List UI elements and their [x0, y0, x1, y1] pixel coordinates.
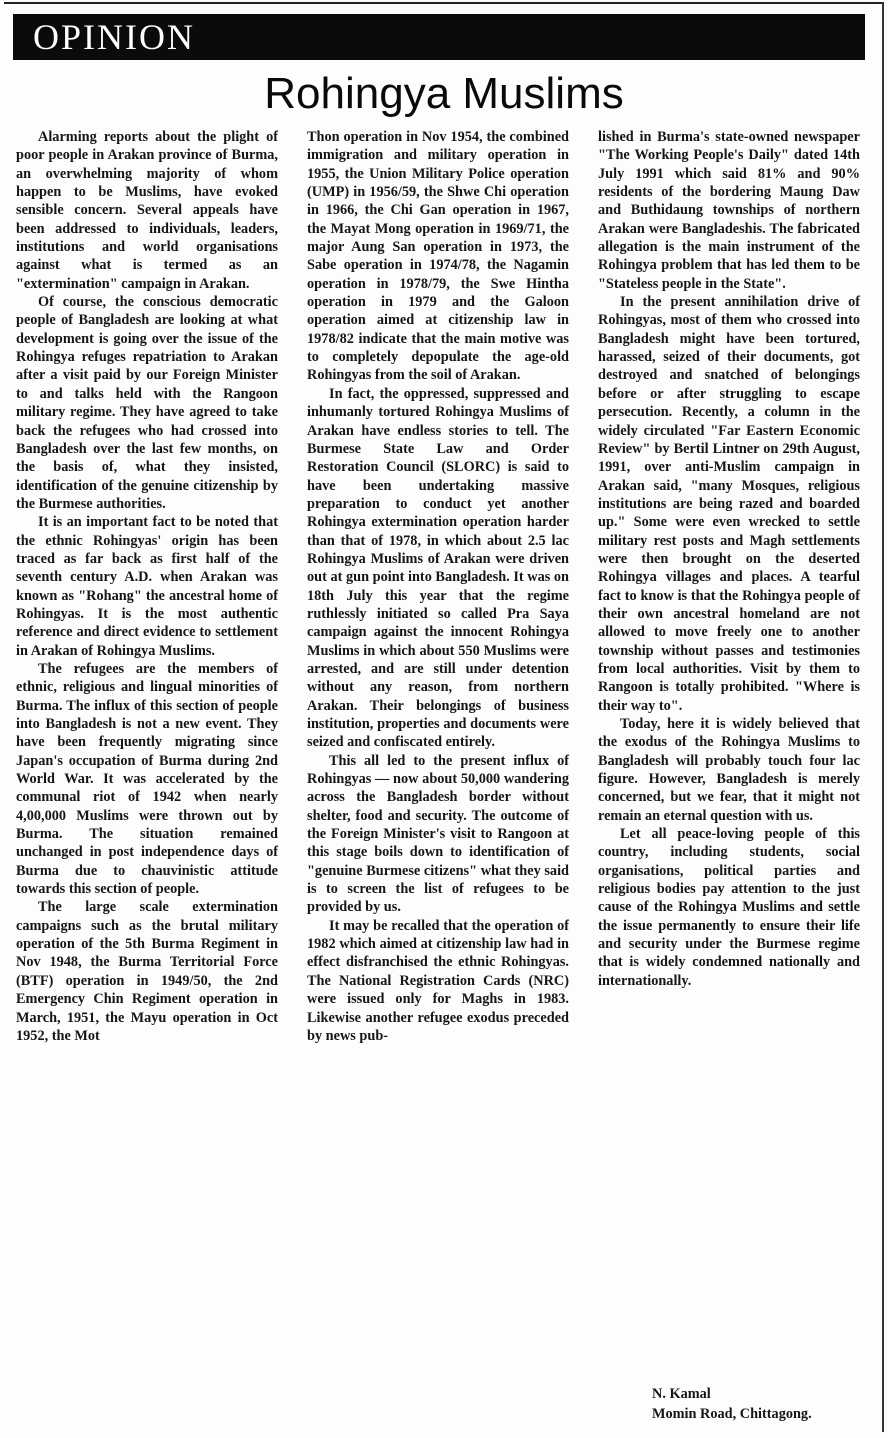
paragraph: Today, here it is widely believed that the exodus of the Rohingya Muslims to Bangladesh will probably touch four lac figure. However, Bangladesh is merely concerned, but we fear, that it might not remain an eternal question with us.: [598, 716, 860, 824]
clipping-top-border: [4, 2, 882, 4]
paragraph: Alarming reports about the plight of poor people in Arakan province of Burma, an overwhelming majority of whom happen to be Muslims, have evoked sensible concern. Several appeals have been addressed to individuals, leaders, institutions and world organisations against what is termed as an "extermination" campaign in Arakan.: [16, 129, 278, 292]
paragraph: In fact, the oppressed, suppressed and inhumanly tortured Rohingya Muslims of Arakan have endless stories to tell. The Burmese State Law and Order Restoration Council (SLORC) is said to have been undertaking massive preparation to conduct yet another Rohingya extermination operation harder than that of 1978, in which about 2.5 lac Rohingya Muslims of Arakan were driven out at gun point into Bangladesh. It was on 18th July this year that the regime ruthlessly initiated so called Pra Saya campaign against the innocent Rohingya Muslims in which about 550 Muslims were arrested, and are still under detention without any reason, from northern Arakan. Their belongings of business institution, properties and documents were seized and confiscated entirely.: [307, 385, 569, 751]
article-column-3: [598, 128, 860, 990]
author-address: Momin Road, Chittagong.: [652, 1406, 812, 1422]
paragraph: The refugees are the members of ethnic, religious and lingual minorities of Burma. The influx of this section of people into Bangladesh is not a new event. They have been frequently migrating since Japan's occupation of Burma during 2nd World War. It was accelerated by the communal riot of 1942 when nearly 4,00,000 Muslims were thrown out by Burma. The situation remained unchanged in post independence days of Burma due to chauvinistic attitude towards this section of people.: [16, 660, 278, 898]
article-column-2: [307, 128, 569, 1045]
section-banner: [13, 14, 865, 60]
section-label: OPINION: [33, 17, 195, 57]
paragraph: This all led to the present influx of Rohingyas — now about 50,000 wandering across the Bangladesh border without shelter, food and security. The outcome of the Foreign Minister's visit to Rangoon at this stage boils down to identification of "genuine Burmese citizens" what they said is to screen the list of refugees to be provided by us.: [307, 752, 569, 916]
paragraph: lished in Burma's state-owned newspaper "The Working People's Daily" dated 14th July 1991 which said 81% and 90% residents of the bordering Maung Daw and Buthidaung townships of northern Arakan were Bangladeshis. The fabricated allegation is the main instrument of the Rohingya problem that has led them to be "Stateless people in the State".: [598, 129, 860, 292]
paragraph: It may be recalled that the operation of 1982 which aimed at citizenship law had in effect disfranchised the ethnic Rohingyas. The National Registration Cards (NRC) were issued only for Maghs in 1983. Likewise another refugee exodus preceded by news pub-: [307, 917, 569, 1044]
clipping-right-border: [882, 2, 884, 1432]
paragraph: In the present annihilation drive of Rohingyas, most of them who crossed into Bangladesh might have been tortured, harassed, seized of their documents, got destroyed and snatched of belongings before or after struggling to escape persecution. Recently, a column in the widely circulated "Far Eastern Economic Review" by Bertil Lintner on 29th August, 1991, over anti-Muslim campaign in Arakan said, "many Mosques, religious institutions are being razed and boarded up." Some were even wrecked to settle military rest posts and Magh settlements were then brought on the deserted Rohingya villages and places. A tearful fact to know is that the Rohingya people of their own ancestral homeland are not allowed to move freely one to another township without passes and testimonies from local authorities. Visit by them to Rangoon is totally prohibited. "Where is their way to".: [598, 294, 860, 714]
author-signature: [652, 1384, 812, 1424]
article-column-1: [16, 128, 278, 1045]
paragraph: The large scale extermination campaigns such as the brutal military operation of the 5th Burma Regiment in Nov 1948, the Burma Territorial Force (BTF) operation in 1949/50, the 2nd Emergency Chin Regiment operation in March, 1951, the Mayu operation in Oct 1952, the Mot: [16, 899, 278, 1044]
paragraph: Of course, the conscious democratic people of Bangladesh are looking at what development is going over the issue of the Rohingya refuges repatriation to Arakan after a visit paid by our Foreign Minister to and talks held with the Rangoon military regime. They have agreed to take back the refugees who had crossed into Bangladesh over the last few months, on the basis of, what they insisted, identification of the genuine citizenship by the Burmese authorities.: [16, 294, 278, 512]
paragraph: It is an important fact to be noted that the ethnic Rohingyas' origin has been traced as far back as first half of the seventh century A.D. when Arakan was known as "Rohang" the ancestral home of Rohingyas. It is the most authentic reference and direct evidence to settlement in Arakan of Rohingya Muslims.: [16, 514, 278, 659]
author-name: N. Kamal: [652, 1386, 711, 1402]
paragraph: Thon operation in Nov 1954, the combined immigration and military operation in 1955, the Union Military Police operation (UMP) in 1956/59, the Shwe Chi operation in 1966, the Chi Gan operation in 1967, the Mayat Mong operation in 1969/71, the major Aung San operation in 1973, the Sabe operation in 1974/78, the Nagamin operation in 1978/79, the Swe Hintha operation in 1979 and the Galoon operation aimed at citizenship law in 1978/82 indicate that the main motive was to completely depopulate the age-old Rohingyas from the soil of Arakan.: [307, 129, 569, 384]
article-headline: Rohingya Muslims: [264, 69, 624, 118]
paragraph: Let all peace-loving people of this country, including students, social organisations, political parties and religious bodies pay attention to the just cause of the Rohingya Muslims and settle the issue permanently to ensure their life and security under the Burmese regime that is widely condemned nationally and internationally.: [598, 826, 860, 989]
